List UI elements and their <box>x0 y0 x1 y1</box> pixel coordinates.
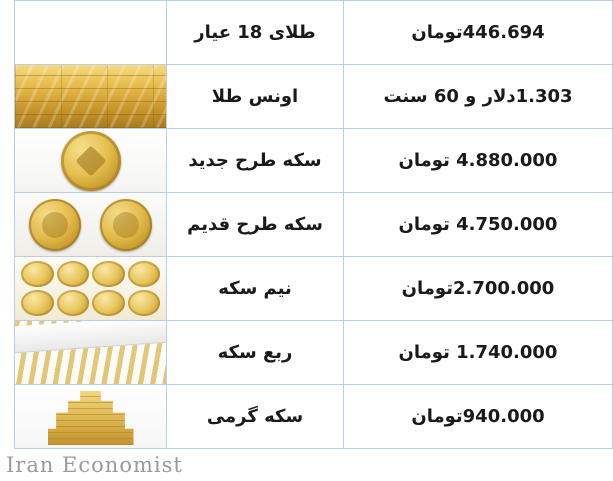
table-row <box>15 321 613 385</box>
table-row <box>15 1 613 65</box>
price-value: 446.694تومان <box>344 1 613 65</box>
table-row <box>15 65 613 129</box>
table-row <box>15 385 613 449</box>
old-coin-icon <box>15 193 166 256</box>
coin-stack-shape <box>48 391 134 445</box>
coin-shape <box>128 290 161 316</box>
table-row <box>15 193 613 257</box>
gold-jewelry-icon <box>15 1 166 64</box>
item-name: سکه طرح جدید <box>167 129 344 193</box>
price-value: 1.303دلار و 60 سنت <box>344 65 613 129</box>
item-image-cell <box>15 129 167 193</box>
price-value: 4.750.000 تومان <box>344 193 613 257</box>
item-image-cell <box>15 1 167 65</box>
item-name: نیم سکه <box>167 257 344 321</box>
coin-shape-obverse <box>29 199 81 251</box>
item-image-cell <box>15 65 167 129</box>
item-name: ربع سکه <box>167 321 344 385</box>
item-image-cell <box>15 385 167 449</box>
coin-shape <box>21 290 54 316</box>
item-name: سکه گرمی <box>167 385 344 449</box>
watermark: Iran Economist <box>6 453 183 477</box>
new-coin-icon <box>15 129 166 192</box>
item-image-cell <box>15 193 167 257</box>
coin-shape <box>128 261 161 287</box>
item-image-cell <box>15 321 167 385</box>
half-coins-icon <box>15 257 166 320</box>
quarter-coins-icon <box>15 321 166 384</box>
coin-shape <box>92 290 125 316</box>
coin-shape-reverse <box>100 199 152 251</box>
table-body <box>15 1 613 449</box>
item-name: طلای 18 عیار <box>167 1 344 65</box>
price-value: 940.000تومان <box>344 385 613 449</box>
price-value: 4.880.000 تومان <box>344 129 613 193</box>
coin-shape <box>57 290 90 316</box>
gold-price-table <box>14 0 613 449</box>
coin-shape <box>21 261 54 287</box>
coin-shape <box>61 131 121 191</box>
coin-shape <box>92 261 125 287</box>
price-value: 2.700.000تومان <box>344 257 613 321</box>
item-name: اونس طلا <box>167 65 344 129</box>
coin-shape <box>57 261 90 287</box>
table-row <box>15 257 613 321</box>
item-name: سکه طرح قدیم <box>167 193 344 257</box>
gold-bars-icon <box>15 65 166 128</box>
price-value: 1.740.000 تومان <box>344 321 613 385</box>
gram-coins-icon <box>15 385 166 448</box>
item-image-cell <box>15 257 167 321</box>
coin-grid <box>21 261 160 316</box>
table-row <box>15 129 613 193</box>
